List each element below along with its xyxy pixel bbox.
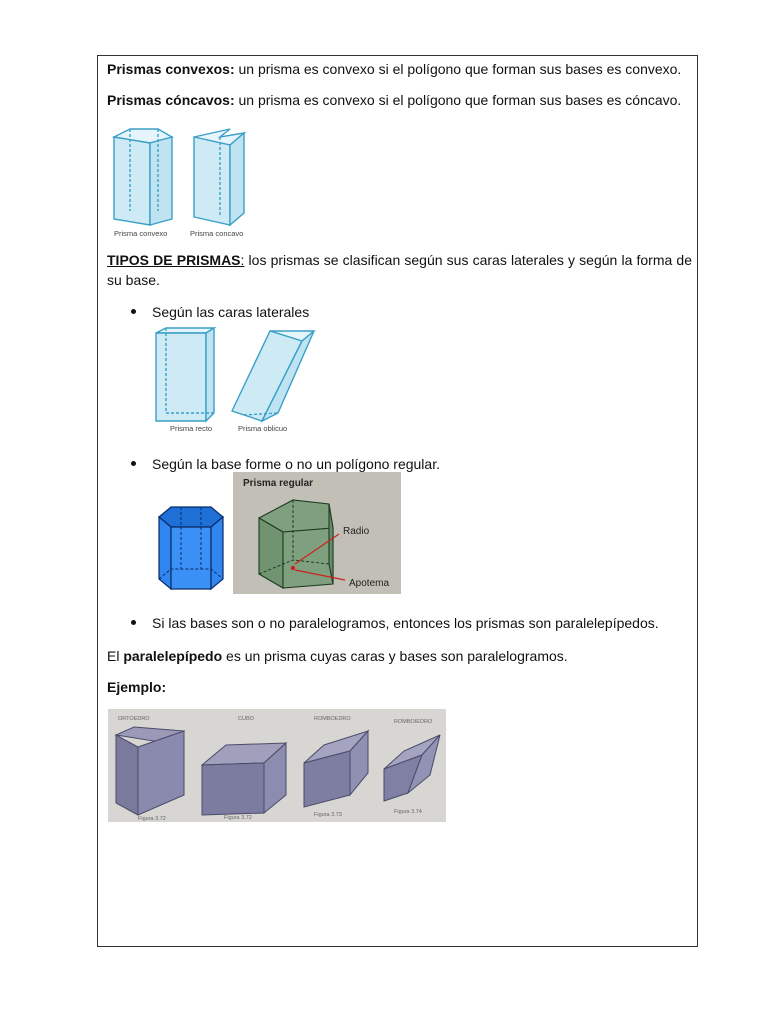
example-label-3: ROMBOEDRO xyxy=(314,716,351,722)
paragraph-convex-prisms xyxy=(107,59,681,79)
parallelepiped-examples-figure xyxy=(108,709,446,822)
example-label-2: CUBO xyxy=(238,716,254,722)
bullet-marker xyxy=(131,309,136,314)
regular-prism-figure xyxy=(233,472,401,594)
paragraph-prism-types xyxy=(107,250,692,290)
definition-parallelepiped: es un prisma cuyas caras y bases son paralelogramos. xyxy=(222,648,568,664)
definition-convex: un prisma es convexo si el polígono que forman sus bases es convexo. xyxy=(234,61,682,77)
regular-prism-title: Prisma regular xyxy=(243,478,314,489)
right-oblique-prisms-figure xyxy=(150,325,320,435)
example-label-4: ROMBOIEDRO xyxy=(394,719,433,725)
definition-concave: un prisma es convexo si el polígono que forman sus bases es cóncavo. xyxy=(234,92,682,108)
term-parallelepiped: paralelepípedo xyxy=(123,648,223,664)
example-label-1: ORTOEDRO xyxy=(118,716,150,722)
example-caption-3: Figura 3.73 xyxy=(314,812,342,818)
caption-right-prism: Prisma recto xyxy=(170,424,213,433)
label-radius: Radio xyxy=(343,526,370,537)
hexagonal-prism-figure xyxy=(155,505,227,591)
example-caption-2: Figura 3.72 xyxy=(224,815,252,821)
bullet-regular-polygon: Según la base forme o no un polígono regular. xyxy=(152,456,440,472)
bullet-parallelepipeds: Si las bases son o no paralelogramos, entonces los prismas son paralelepípedos. xyxy=(152,615,659,631)
heading-prism-types: TIPOS DE PRISMAS xyxy=(107,252,241,268)
caption-oblique-prism: Prisma oblicuo xyxy=(238,424,288,433)
convex-concave-prisms-figure xyxy=(108,125,258,240)
paragraph-parallelepiped xyxy=(107,646,568,666)
parallelepiped-intro: El xyxy=(107,648,124,664)
caption-convex-prism: Prisma convexo xyxy=(114,229,168,238)
prism-types-text: los prismas se clasifican según sus caras laterales y según la forma de su base. xyxy=(107,252,692,288)
example-caption-1: Figura 3.72 xyxy=(138,816,166,822)
bullet-lateral-faces: Según las caras laterales xyxy=(152,304,310,320)
term-concave: Prismas cóncavos: xyxy=(107,92,235,108)
caption-concave-prism: Prisma concavo xyxy=(190,229,244,238)
term-convex: Prismas convexos: xyxy=(107,61,235,77)
paragraph-example xyxy=(107,677,166,697)
bullet-marker xyxy=(131,461,136,466)
example-heading: Ejemplo: xyxy=(107,679,167,695)
label-apothem: Apotema xyxy=(349,578,390,589)
paragraph-concave-prisms xyxy=(107,90,681,110)
example-caption-4: Figura 3.74 xyxy=(394,809,422,815)
bullet-marker xyxy=(131,620,136,625)
heading-colon: : xyxy=(240,252,245,268)
